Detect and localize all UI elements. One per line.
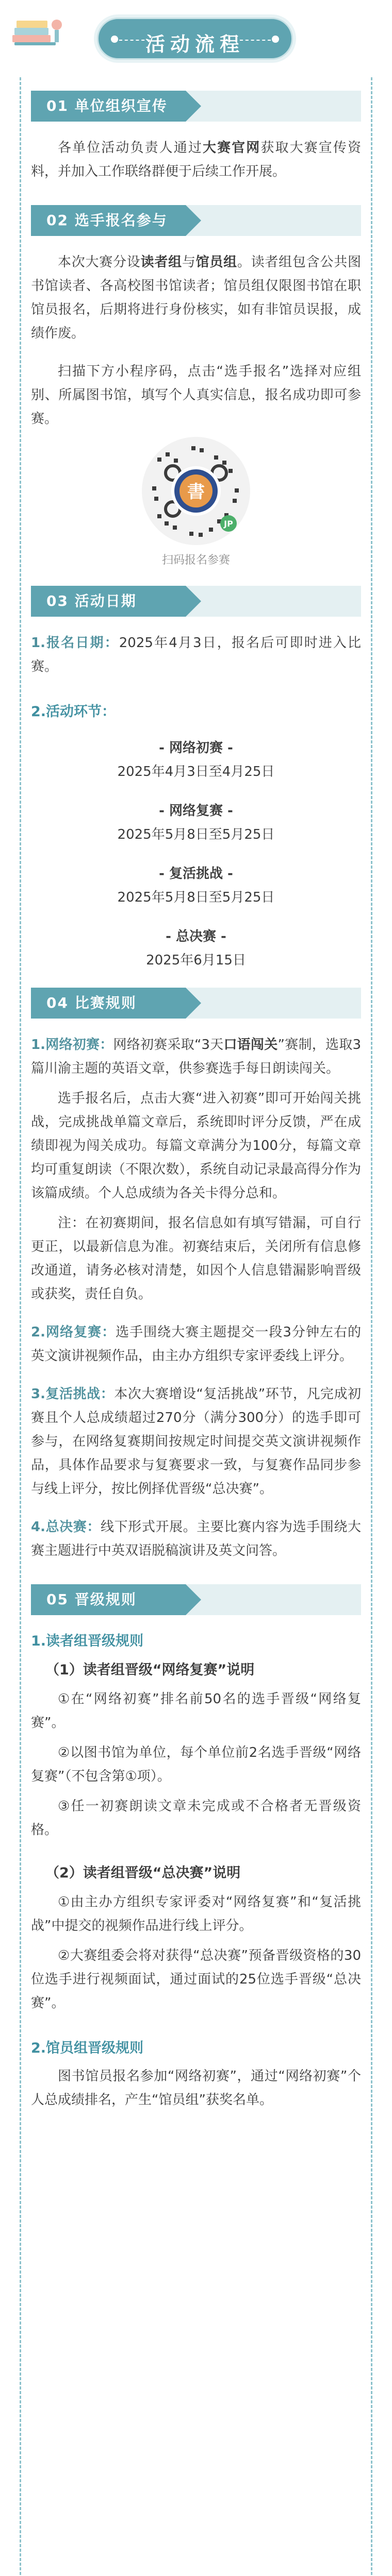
promotion-item: ③任一初赛朗读文章未完成或不合格者无晋级资格。: [31, 1799, 361, 1838]
section-header-2: [31, 205, 361, 236]
stage-date: 2025年6月15日: [146, 953, 246, 968]
section-title: 03 活动日期: [31, 586, 186, 617]
stage-date: 2025年5月8日至5月25日: [117, 890, 275, 905]
rule-online-preliminary-detail: 选手报名后，点击大赛“进入初赛”即可开始闯关挑战，完成挑战单篇文章后，系统即时评分反馈，严在成绩即视为闯关成功。每篇文章满分为100分，每篇文章均可重复朗读（不限次数），系统自动记录最高得分作为该篇成绩。个人总成绩为各关卡得分总和。: [31, 1091, 361, 1201]
signup-date: 1.报名日期：2025年4月3日，报名后可即时进入比赛。: [31, 635, 361, 674]
stage-name: - 总决赛 -: [166, 929, 226, 944]
page-title: 活动流程: [145, 33, 244, 56]
stage-date: 2025年5月8日至5月25日: [117, 827, 275, 842]
qr-pattern-icon: [142, 437, 250, 545]
section-header-4: [31, 988, 361, 1019]
qr-block: [139, 437, 253, 567]
reader-final-subheading: （2）读者组晋级“总决赛”说明: [45, 1865, 241, 1881]
content: [31, 91, 361, 2118]
activity-stages-heading: 2.活动环节：: [31, 704, 116, 720]
rule-online-semifinal: 2.网络复赛：选手围绕大赛主题提交一段3分钟左右的英文演讲视频作品，由主办方组织专家评委线上评分。: [31, 1325, 362, 1364]
section-header-1: [31, 91, 361, 122]
page-header: [0, 0, 392, 77]
section-header-5: [31, 1584, 361, 1615]
section-header-3: [31, 586, 361, 617]
promotion-item: ①由主办方组织专家评委对“网络复赛”和“复活挑战”中提交的视频作品进行线上评分。: [31, 1894, 361, 1934]
rule-online-preliminary-note: 注：在初赛期间，报名信息如有填写错漏，可自行更正，以最新信息为准。初赛结束后，关闭所有信息修改通道，请务必核对清楚，如因个人信息错漏影响晋级或获奖，责任自负。: [31, 1215, 361, 1302]
s1-paragraph: 各单位活动负责人通过大赛官网获取大赛宣传资料，并加入工作联络群便于后续工作开展。: [31, 140, 361, 179]
s2-paragraph-groups: 本次大赛分设读者组与馆员组。读者组包含公共图书馆读者、各高校图书馆读者；馆员组仅限图书馆在职馆员报名，后期将进行身份核实，如有非馆员误报，成绩作废。: [31, 255, 361, 341]
rule-final: 4.总决赛：线下形式开展。主要比赛内容为选手围绕大赛主题进行中英双语脱稿演讲及英文问答。: [31, 1519, 361, 1558]
section-title: 02 选手报名参与: [31, 205, 186, 236]
mini-program-qr-code[interactable]: [142, 437, 250, 545]
rule-online-preliminary: 1.网络初赛：网络初赛采取“3天口语闯关”赛制，选取3篇川渝主题的英语文章，供参赛选手每日朗读闯关。: [31, 1037, 361, 1076]
svg-text:JP: JP: [224, 519, 233, 529]
stage-name: - 网络复赛 -: [159, 803, 233, 819]
books-stack-icon: [9, 9, 66, 50]
rule-revival-challenge: 3.复活挑战：本次大赛增设“复活挑战”环节，凡完成初赛且个人总成绩超过270分（满分300分）的选手即可参与，在网络复赛期间按规定时间提交英文演讲视频作品，具体作品要求与复赛要求一致，与复赛作品同步参与线上评分，按比例择优晋级“总决赛”。: [31, 1386, 361, 1497]
reader-group-heading: 1.读者组晋级规则: [31, 1633, 144, 1649]
reader-semifinal-subheading: （1）读者组晋级“网络复赛”说明: [45, 1662, 255, 1678]
stage-name: - 复活挑战 -: [159, 866, 233, 882]
svg-text:書: 書: [187, 482, 205, 502]
s2-paragraph-signup: 扫描下方小程序码，点击“选手报名”选择对应组别、所属图书馆，填写个人真实信息，报名成功即可参赛。: [31, 364, 361, 427]
section-title: 01 单位组织宣传: [31, 91, 186, 122]
activity-flow-title: [97, 18, 293, 60]
stage-name: - 网络初赛 -: [159, 740, 233, 756]
librarian-group-heading: 2.馆员组晋级规则: [31, 2040, 144, 2056]
promotion-item: ②大赛组委会将对获得“总决赛”预备晋级资格的30位选手进行视频面试，通过面试的25位选手晋级“总决赛”。: [31, 1948, 361, 2011]
qr-caption: 扫码报名参赛: [161, 554, 230, 567]
librarian-group-paragraph: 图书馆员报名参加“网络初赛”，通过“网络初赛”个人总成绩排名，产生“馆员组”获奖名单。: [31, 2069, 361, 2108]
promotion-item: ①在“网络初赛”排名前50名的选手晋级“网络复赛”。: [31, 1691, 361, 1731]
promotion-item: ②以图书馆为单位，每个单位前2名选手晋级“网络复赛”（不包含第①项）。: [31, 1745, 361, 1784]
section-title: 04 比赛规则: [31, 988, 186, 1019]
section-title: 05 晋级规则: [31, 1584, 186, 1615]
stage-date: 2025年4月3日至4月25日: [117, 764, 275, 779]
